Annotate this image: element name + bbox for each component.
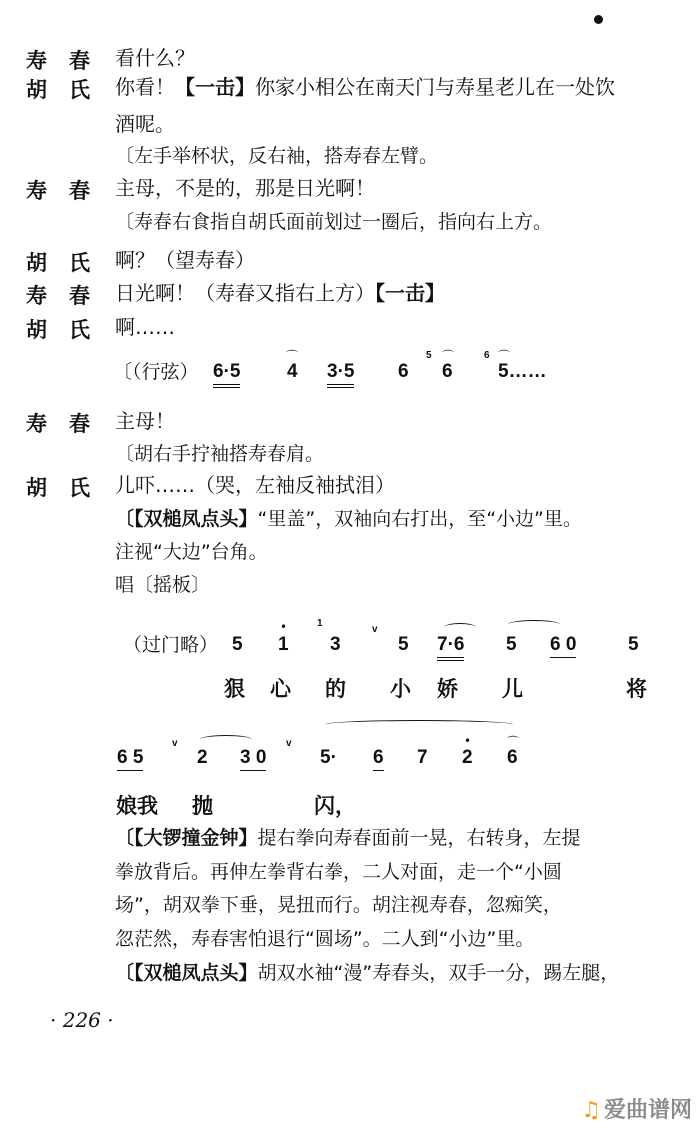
stage-direction: 〔寿春右食指自胡氏面前划过一圈后，指向右上方。: [115, 211, 553, 233]
grace-note: 5: [426, 350, 432, 361]
watermark-text: 爱曲谱网: [603, 1098, 692, 1123]
lyric: 心: [270, 677, 291, 701]
slur: [325, 720, 513, 729]
note: 5: [506, 634, 517, 655]
dialogue-line: [115, 74, 615, 100]
octave-dot: •: [280, 620, 288, 634]
speaker: 寿春: [26, 284, 112, 308]
lyric: 儿: [502, 677, 523, 701]
breath-mark: v: [172, 738, 178, 749]
dialogue-line: 主母！: [115, 409, 175, 433]
speaker: 寿春: [26, 179, 112, 203]
note: 3 0: [240, 747, 266, 771]
speaker: 寿春: [26, 412, 112, 436]
fermata-icon: ⌒: [498, 349, 511, 363]
lyric: 娇: [437, 677, 458, 701]
breath-mark: v: [286, 738, 292, 749]
speaker: 胡氏: [26, 251, 112, 275]
grace-note: 6: [484, 350, 490, 361]
page-number: · 226 ·: [50, 1008, 114, 1032]
grace-note: 1: [317, 618, 323, 629]
lyric: 抛: [192, 794, 213, 818]
ink-dot: [594, 15, 603, 24]
notation-label: 〔（行弦）: [113, 361, 199, 383]
stage-direction: [115, 960, 619, 986]
note: 6: [373, 747, 384, 771]
note: 5: [398, 634, 409, 655]
text: 胡双水袖“漫”寿春头，双手一分，踢左腿，: [257, 962, 620, 984]
dialogue-line: 主母，不是的，那是日光啊！: [115, 176, 375, 200]
lyric: 的: [325, 677, 346, 701]
stage-direction: [115, 825, 581, 851]
text: “里盖”，双袖向右打出，至“小边”里。: [257, 508, 582, 530]
note: 5: [232, 634, 243, 655]
dialogue-line: 啊……: [115, 315, 175, 339]
slur: [508, 620, 560, 629]
percussion-cue: 【一击】: [175, 75, 255, 99]
note: 7·6: [437, 634, 464, 661]
stage-direction: 拳放背后。再伸左拳背右拳，二人对面，走一个“小圆: [115, 861, 562, 883]
stage-direction: 注视“大边”台角。: [115, 541, 268, 563]
dialogue-line: 儿吓……（哭，左袖反袖拭泪）: [115, 473, 395, 497]
percussion-cue: 〔【大锣撞金钟】: [115, 827, 258, 849]
note: 6: [398, 361, 409, 382]
note: 2: [197, 747, 208, 768]
note: 3·5: [327, 361, 354, 388]
percussion-cue: 【一击】: [375, 281, 445, 305]
lyric: 将: [626, 677, 647, 701]
dialogue-line: 酒呢。: [115, 112, 175, 136]
fermata-icon: ⌒: [286, 349, 299, 363]
percussion-cue: 〔【双槌凤点头】: [115, 962, 258, 984]
text: 提右拳向寿春面前一晃，右转身，左提: [257, 827, 581, 849]
music-note-icon: ♫: [581, 1098, 601, 1123]
speaker: 胡氏: [26, 78, 112, 102]
note: 3: [330, 634, 341, 655]
note: 5: [628, 634, 639, 655]
notation-label: （过门略）: [123, 634, 219, 656]
stage-direction: [115, 506, 582, 532]
note: 6·5: [213, 361, 240, 388]
stage-direction: 忽茫然，寿春害怕退行“圆场”。二人到“小边”里。: [115, 928, 535, 950]
lyric: 娘我: [116, 794, 158, 818]
note: [498, 361, 547, 383]
lyric: 闪，: [314, 794, 356, 818]
dialogue-line: 看什么？: [115, 46, 195, 70]
fermata-icon: ⌒: [442, 349, 455, 363]
note: 6 0: [550, 634, 576, 658]
note: 5·: [320, 747, 337, 768]
speaker: 寿春: [26, 49, 112, 73]
note: 1: [278, 634, 289, 655]
dialogue-line: 啊？（望寿春）: [115, 248, 255, 272]
note: 6 5: [117, 747, 143, 771]
text: 你家小相公在南天门与寿星老儿在一处饮: [255, 75, 615, 99]
speaker: 胡氏: [26, 318, 112, 342]
breath-mark: v: [372, 624, 378, 635]
stage-direction: 场”，胡双拳下垂，晃扭而行。胡注视寿春，忽痴笑，: [115, 894, 562, 916]
note: 2: [462, 747, 473, 768]
stage-direction: 〔胡右手拧袖搭寿春肩。: [115, 443, 325, 465]
note: 6: [507, 747, 518, 768]
note: 6: [442, 361, 453, 382]
slur: [200, 735, 252, 744]
percussion-cue: 〔【双槌凤点头】: [115, 508, 258, 530]
stage-direction: 〔左手举杯状，反右袖，搭寿春左臂。: [115, 145, 439, 167]
octave-dot: •: [464, 734, 472, 748]
note-value: 5: [498, 361, 509, 382]
watermark: [581, 1093, 692, 1124]
text: 日光啊！（寿春又指右上方）: [115, 281, 375, 305]
lyric: 小: [390, 677, 411, 701]
speaker: 胡氏: [26, 476, 112, 500]
note: 4: [287, 361, 298, 382]
aria-marker: 唱〔摇板〕: [115, 574, 211, 596]
fermata-icon: ⌒: [507, 735, 520, 749]
text: 你看！: [115, 75, 175, 99]
ellipsis: ……: [508, 361, 547, 382]
dialogue-line: [115, 280, 445, 306]
slur: [444, 623, 476, 632]
lyric: 狠: [224, 677, 245, 701]
note: 7: [417, 747, 428, 768]
